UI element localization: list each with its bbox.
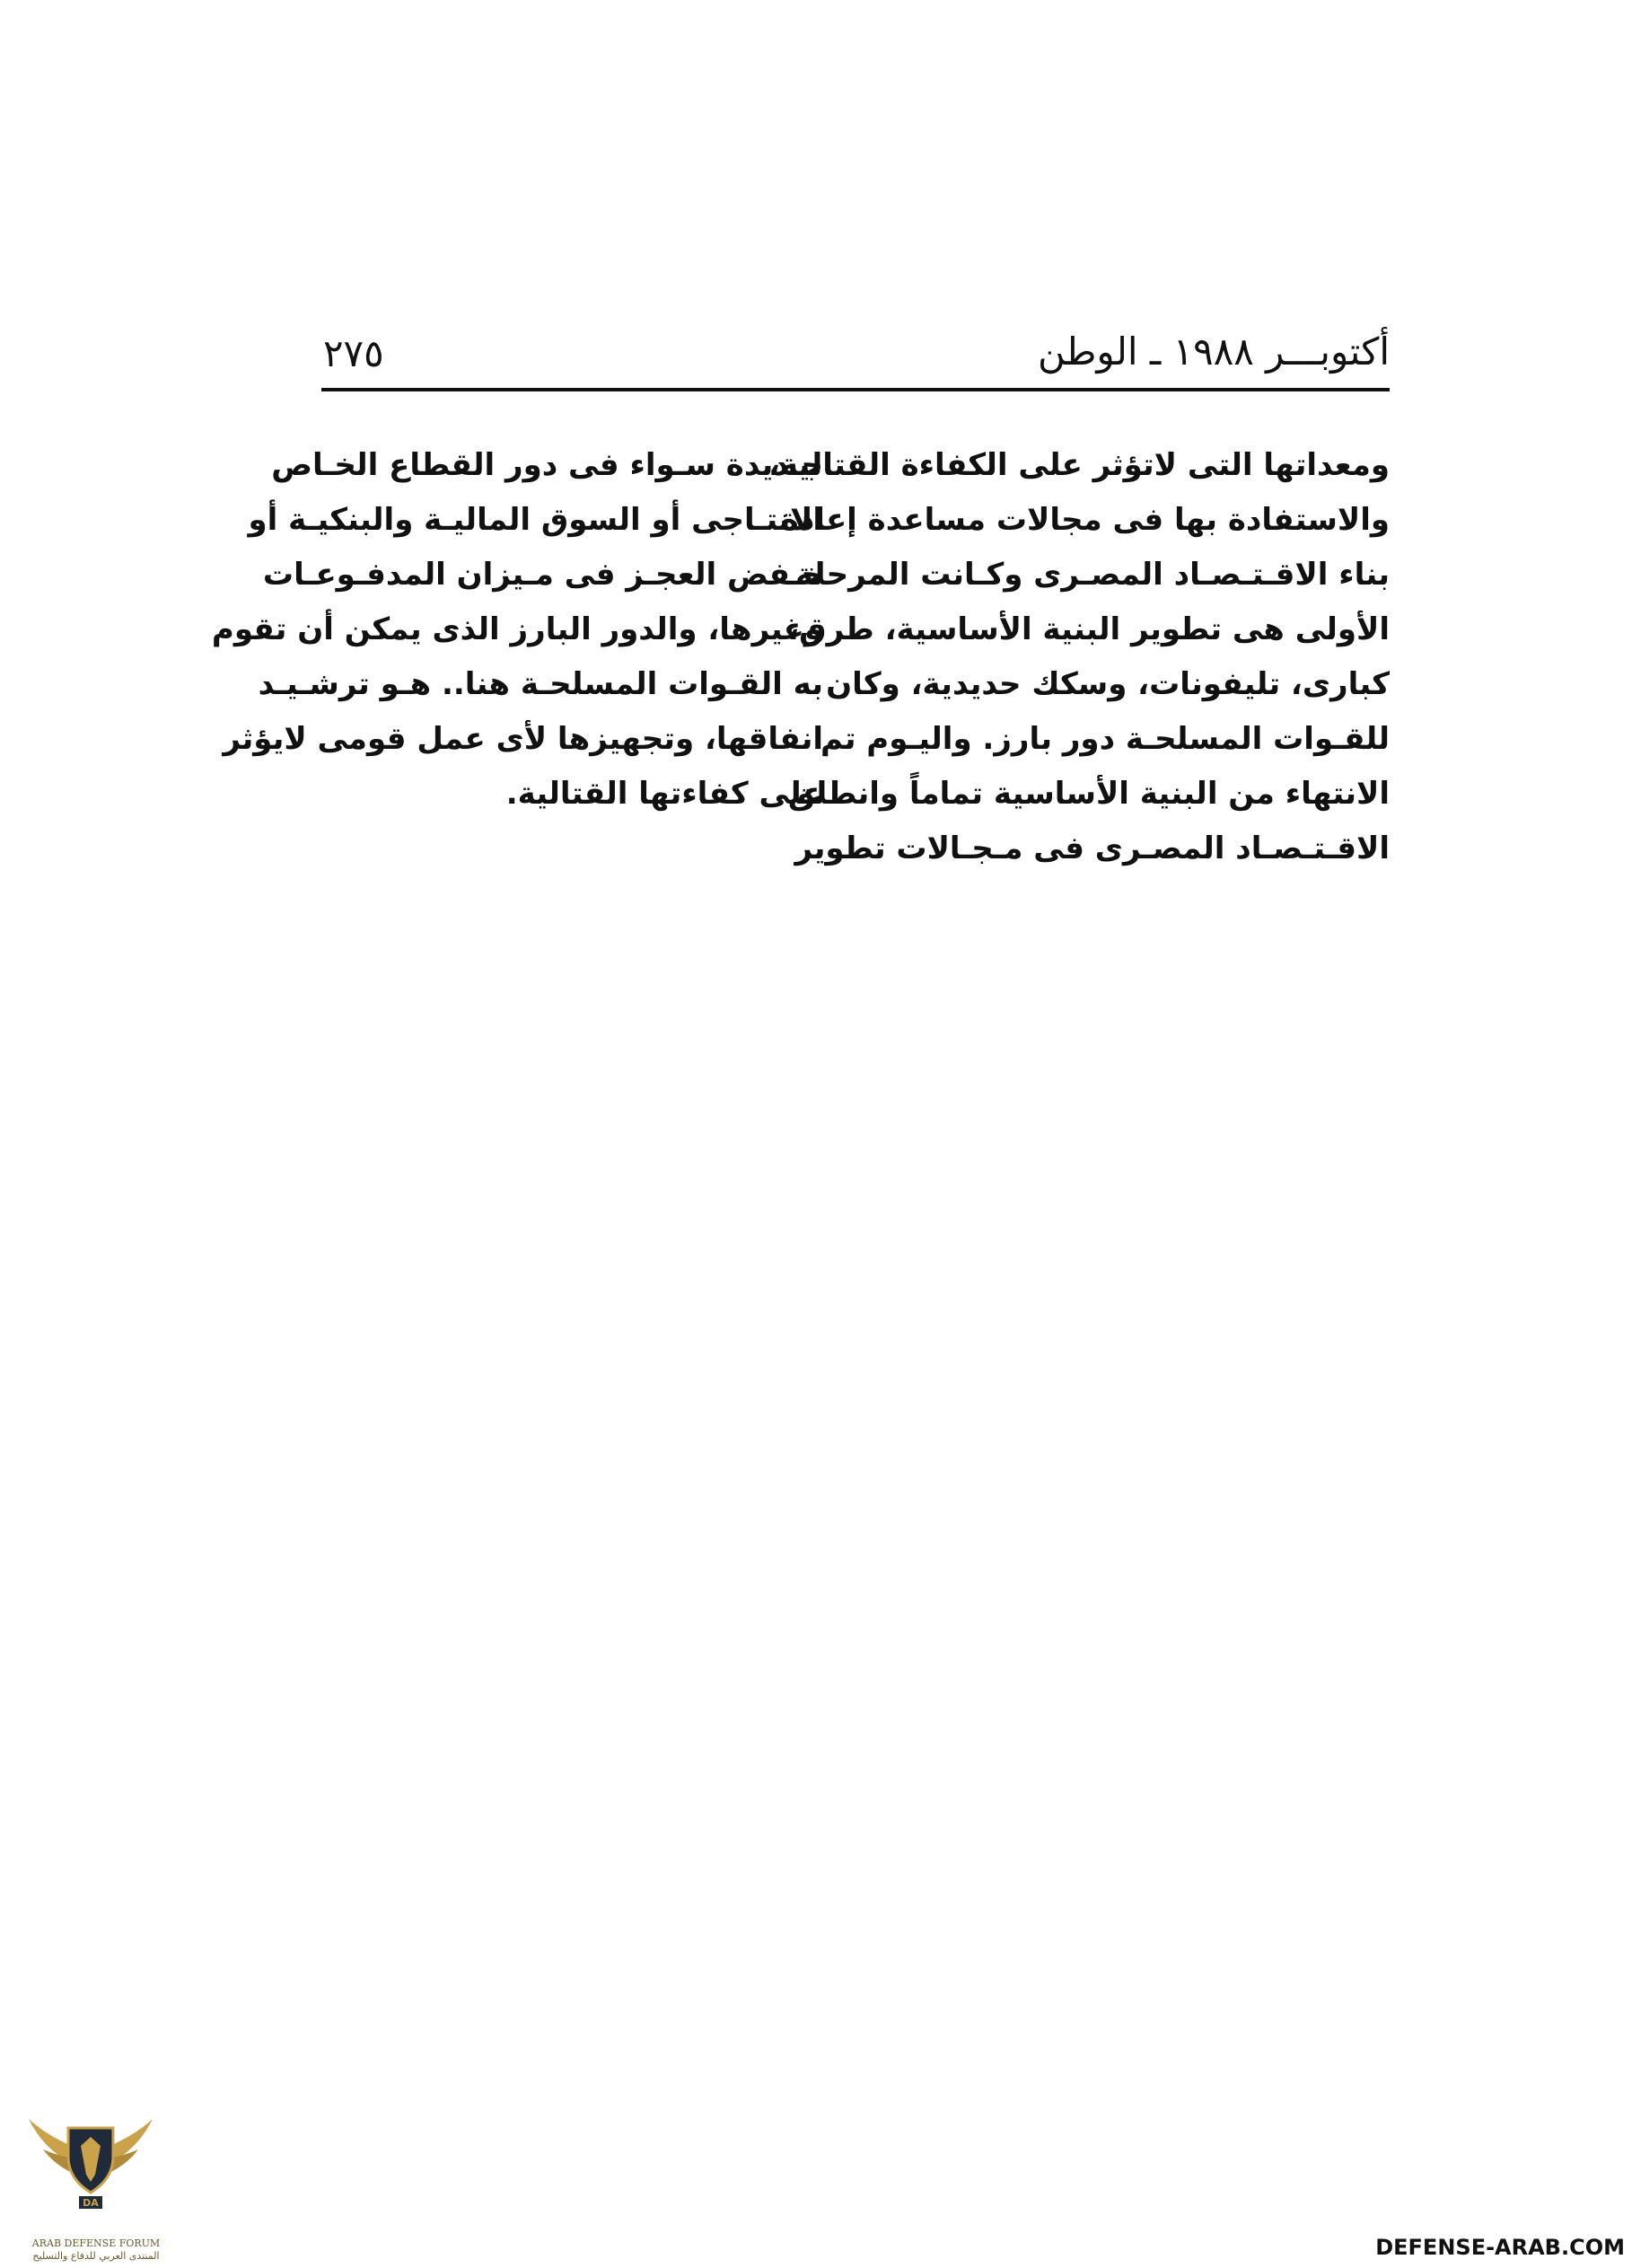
logo-text-ar: المنتدى العربي للدفاع والتسليح — [32, 2250, 160, 2262]
text-line: الانتهاء من البنية الأساسية تماماً وانطلق — [787, 776, 1390, 812]
text-line: وغيرها، والدور البارز الذى يمكن أن تقوم — [211, 611, 823, 647]
text-line: الانتـاجى أو السوق الماليـة والبنكيـة أو — [248, 502, 823, 538]
logo-mark-text: DA — [83, 2197, 99, 2209]
text-line: انفاقها، وتجهيزها لأى عمل قومى لايؤثر — [223, 721, 823, 757]
text-line: الأولى هى تطوير البنية الأساسية، طرق، — [787, 611, 1390, 647]
logo-text-en: ARAB DEFENSE FORUM — [31, 2237, 161, 2249]
logo-caption — [29, 2237, 163, 2263]
text-line: جـديدة سـواء فى دور القطاع الخـاص — [271, 447, 823, 483]
page-number: ٢٧٥ — [323, 331, 384, 375]
text-line: به القـوات المسلحـة هنا.. هـو ترشـيـد — [258, 666, 823, 702]
text-line: للقـوات المسلحـة دور بارز. واليـوم تم — [820, 721, 1390, 757]
running-title: أكتوبـــر ١٩٨٨ ـ الوطن — [1038, 330, 1390, 374]
text-column-left — [211, 438, 823, 822]
text-line: ومعداتها التى لاتؤثر على الكفاءة القتالية، — [768, 447, 1390, 483]
text-line: على كفاءتها القتالية. — [505, 776, 823, 812]
text-column-right — [768, 438, 1390, 876]
text-line: الاقـتـصـاد المصـرى فى مـجـالات تطوير — [794, 831, 1390, 866]
text-line: خـفض العجـز فى مـيزان المدفـوعـات — [262, 557, 823, 593]
text-line: بناء الاقـتـصـاد المصـرى وكـانت المرحلة — [795, 557, 1390, 593]
text-line: كبارى، تليفونات، وسكك حديدية، وكان — [826, 666, 1390, 702]
site-url-watermark: DEFENSE-ARAB.COM — [1375, 2235, 1625, 2260]
header-rule — [321, 388, 1390, 391]
text-line: والاستفادة بها فى مجالات مساعدة إعادة — [780, 502, 1390, 538]
